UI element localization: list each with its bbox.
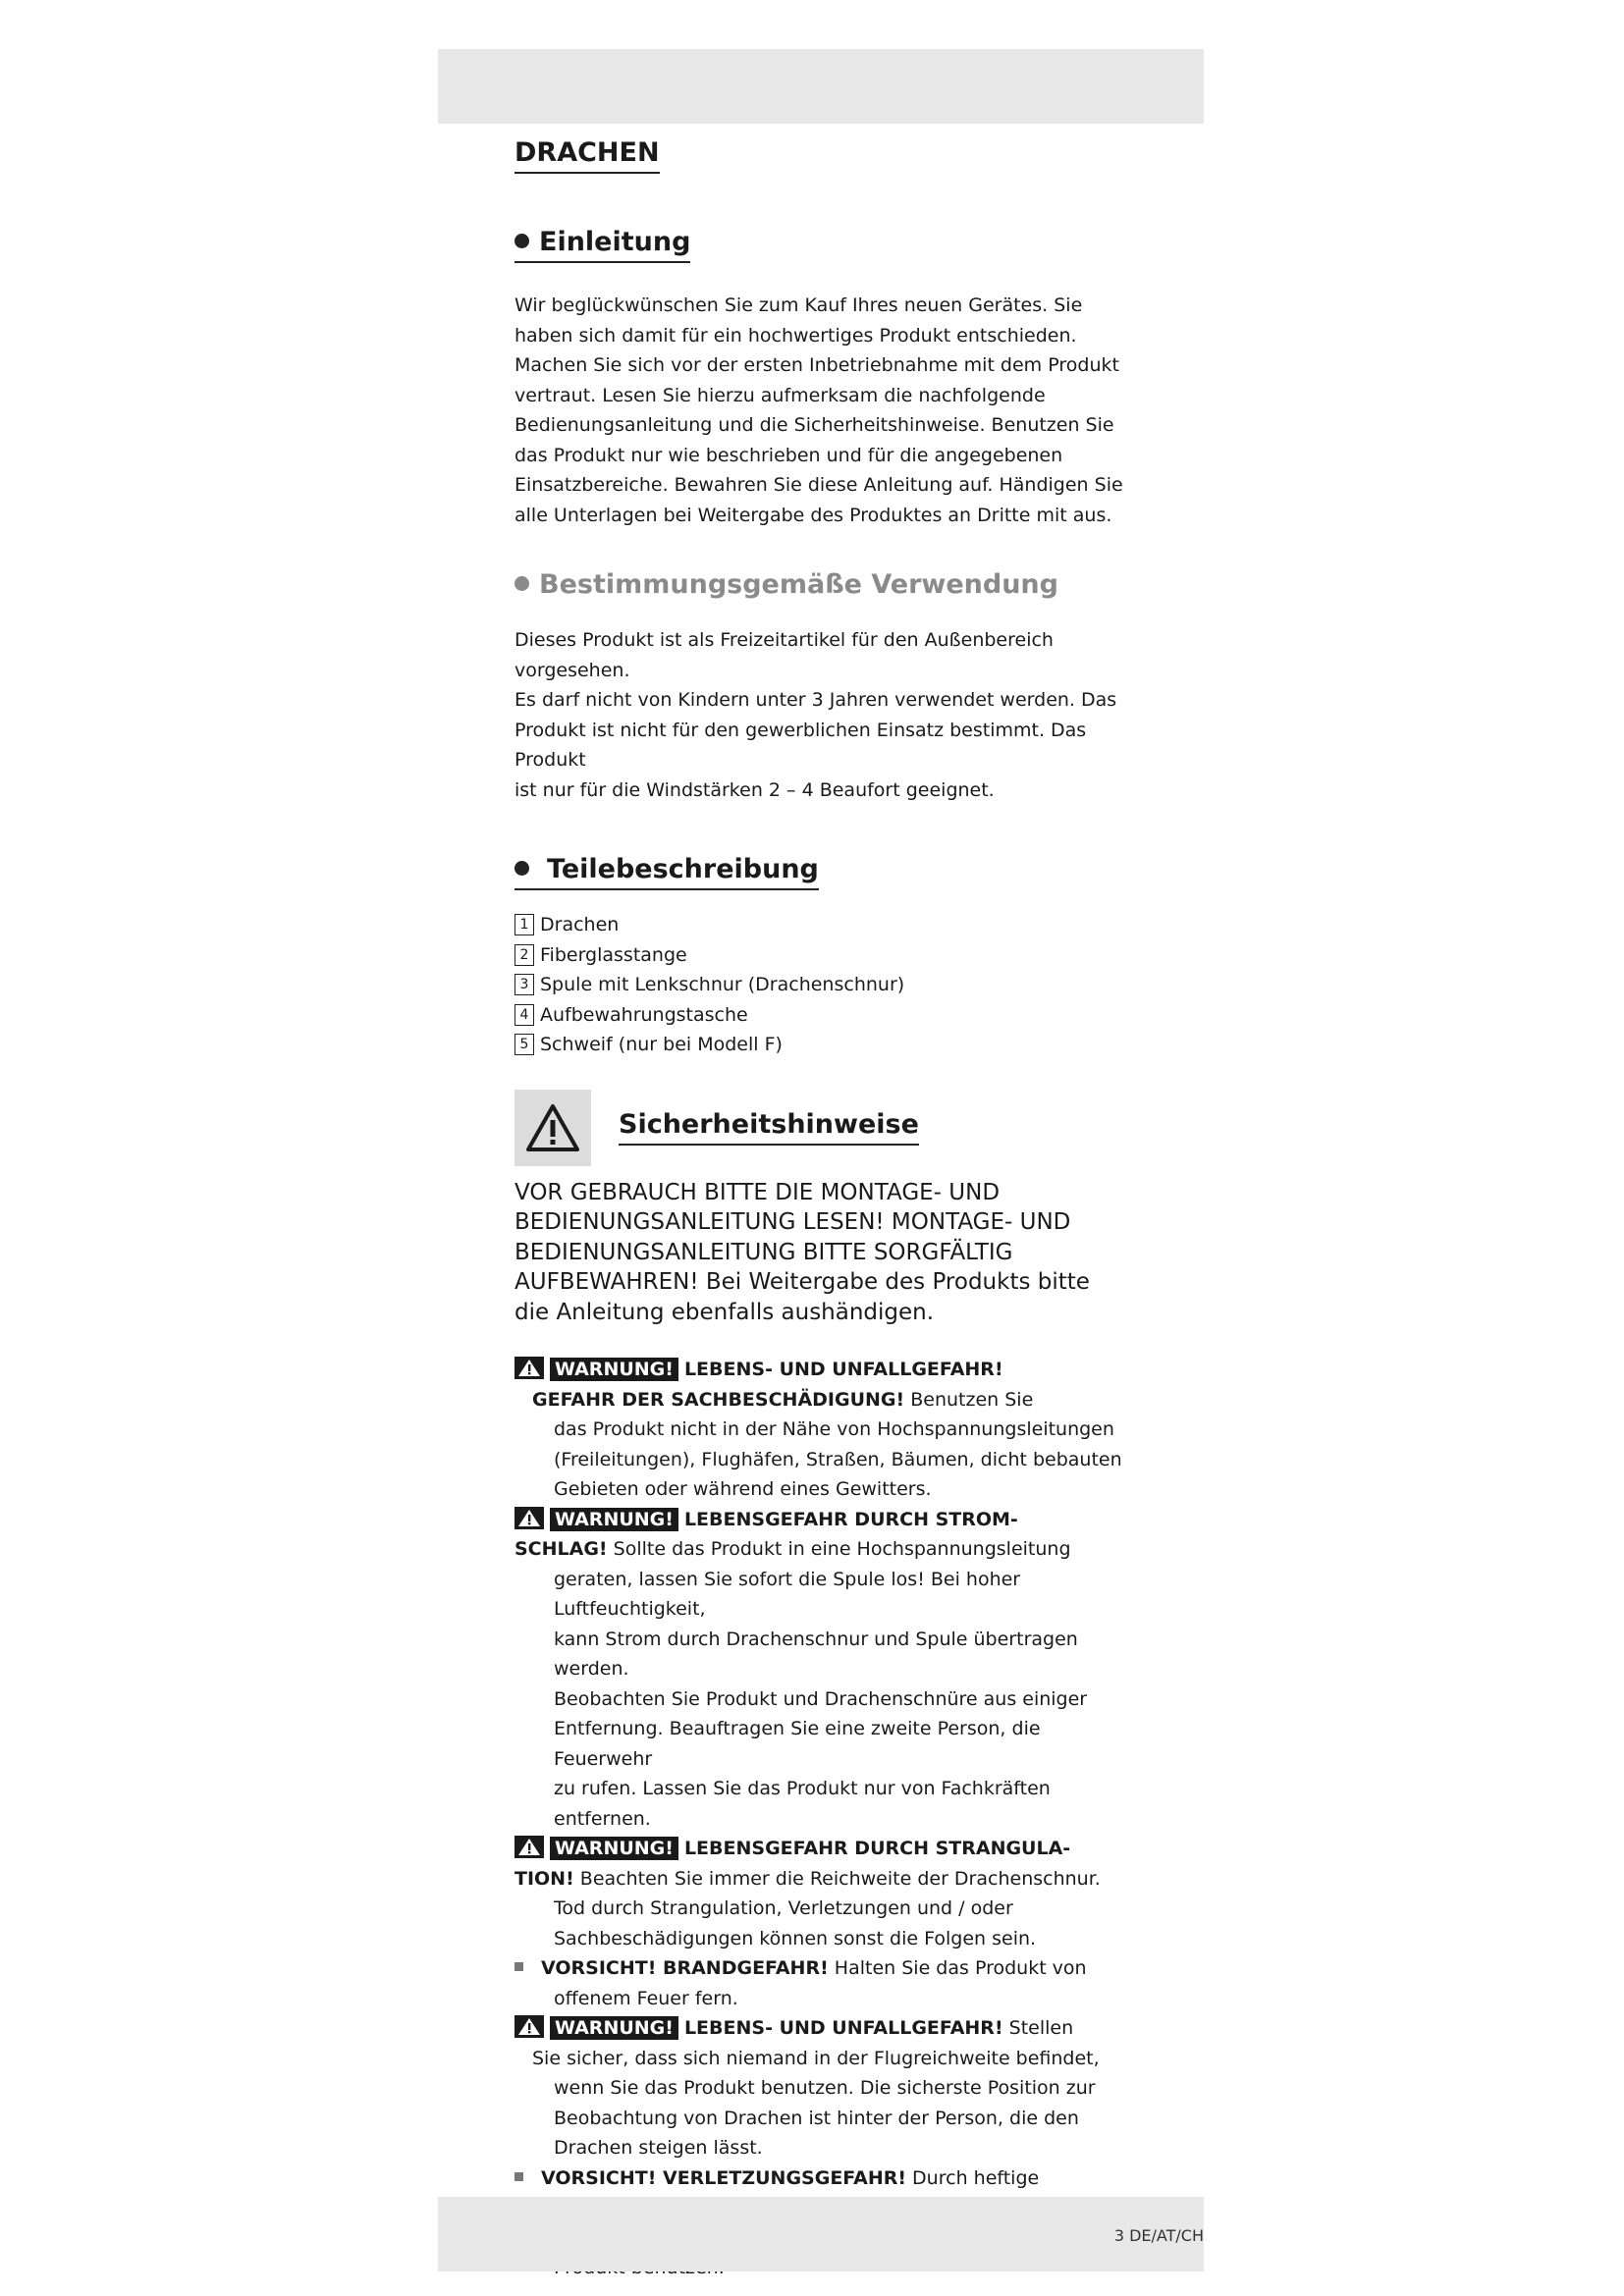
list-item (514, 970, 1143, 1000)
square-bullet-icon (514, 1962, 523, 1971)
footer-band (438, 2197, 1204, 2271)
caution-bold-text: VORSICHT! BRANDGEFAHR! (541, 1957, 829, 1979)
text-line: Beobachten Sie Produkt und Drachenschnüre aus einiger (554, 1687, 1088, 1710)
text-line: AUFBEWAHREN! Bei Weitergabe des Produkts bitte (514, 1269, 1090, 1295)
text-line: Tod durch Strangulation, Verletzungen und / oder (554, 1897, 1013, 1919)
part-number-box: 3 (514, 974, 534, 995)
text-line: zu rufen. Lassen Sie das Produkt nur von Fachkräften entfernen. (554, 1778, 1051, 1830)
parts-heading-text: Teilebeschreibung (547, 854, 819, 884)
part-number-box: 4 (514, 1004, 534, 1026)
warning-bold-text: TION! (514, 1867, 574, 1890)
warning-bold-text: LEBENS- UND UNFALLGEFAHR! (683, 1359, 1003, 1380)
part-number-box: 2 (514, 944, 534, 966)
warning-text: Benutzen Sie (904, 1388, 1034, 1411)
text-line: vertraut. Lesen Sie hierzu aufmerksam die nachfolgende (514, 384, 1046, 406)
part-label: Fiberglasstange (540, 943, 687, 966)
text-line: Machen Sie sich vor der ersten Inbetriebnahme mit dem Produkt (514, 354, 1119, 376)
text-line: wenn Sie das Produkt benutzen. Die sicherste Position zur (554, 2077, 1096, 2099)
text-line: geraten, lassen Sie sofort die Spule los! Bei hoher Luftfeuchtigkeit, (554, 1568, 1021, 1620)
text-line: die Anleitung ebenfalls aushändigen. (514, 1299, 935, 1325)
caution-bold-text: VORSICHT! VERLETZUNGSGEFAHR! (541, 2166, 907, 2189)
intro-heading-text: Einleitung (539, 227, 691, 257)
usage-paragraph (514, 625, 1143, 805)
text-line: Einsatzbereiche. Bewahren Sie diese Anleitung auf. Händigen Sie (514, 474, 1123, 496)
text-line: BEDIENUNGSANLEITUNG LESEN! MONTAGE- UND (514, 1209, 1071, 1235)
list-item (514, 910, 1143, 940)
warning-badge: WARNUNG! (550, 1508, 678, 1531)
warning-text: Beachten Sie immer die Reichweite der Drachenschnur. (573, 1867, 1101, 1890)
text-line: BEDIENUNGSANLEITUNG BITTE SORGFÄLTIG (514, 1239, 1013, 1265)
text-line: ist nur für die Windstärken 2 – 4 Beaufort geeignet. (514, 778, 995, 801)
caution-block-1 (514, 1953, 1143, 2013)
caution-text: Halten Sie das Produkt von (828, 1957, 1087, 1979)
text-line: das Produkt nur wie beschrieben und für die angegebenen (514, 444, 1063, 466)
warning-block-2 (514, 1505, 1143, 1835)
warning-triangle-icon (514, 1836, 544, 1858)
warning-bold-text: LEBENS- UND UNFALLGEFAHR! (683, 2017, 1003, 2039)
warning-badge: WARNUNG! (550, 1837, 678, 1860)
text-line: Produkt ist nicht für den gewerblichen Einsatz bestimmt. Das Produkt (514, 719, 1087, 771)
usage-heading-text: Bestimmungsgemäße Verwendung (539, 569, 1058, 600)
text-line: alle Unterlagen bei Weitergabe des Produktes an Dritte mit aus. (514, 504, 1112, 526)
bullet-dot-icon (514, 576, 529, 591)
text-line: Gebieten oder während eines Gewitters. (554, 1478, 932, 1500)
page-number: 3 DE/AT/CH (1113, 2226, 1204, 2245)
warning-block-1 (514, 1355, 1143, 1505)
header-band (438, 49, 1204, 124)
warning-bold-text: SCHLAG! (514, 1538, 608, 1560)
bullet-dot-icon (514, 234, 529, 248)
text-line: Beobachtung von Drachen ist hinter der Person, die den (554, 2107, 1079, 2129)
warning-triangle-icon (514, 2015, 544, 2038)
part-label: Aufbewahrungstasche (540, 1003, 748, 1026)
warning-bold-text: LEBENSGEFAHR DURCH STROM- (683, 1508, 1018, 1530)
list-item (514, 1000, 1143, 1031)
caution-text: Durch heftige (906, 2166, 1040, 2189)
warning-triangle-icon (514, 1357, 544, 1379)
intro-heading (514, 227, 690, 263)
text-line: haben sich damit für ein hochwertiges Produkt entschieden. (514, 324, 1077, 347)
safety-heading: Sicherheitshinweise (619, 1109, 919, 1146)
parts-list (514, 910, 1143, 1060)
intro-paragraph (514, 291, 1143, 530)
text-line: Es darf nicht von Kindern unter 3 Jahren verwendet werden. Das (514, 689, 1117, 711)
document-title: DRACHEN (514, 137, 660, 174)
list-item (514, 1030, 1143, 1060)
part-number-box: 5 (514, 1034, 534, 1055)
page-content (514, 137, 1143, 2283)
text-line: Entfernung. Beauftragen Sie eine zweite Person, die Feuerwehr (554, 1718, 1041, 1770)
warning-text: Sollte das Produkt in eine Hochspannungsleitung (607, 1538, 1071, 1560)
warning-block-4 (514, 2013, 1143, 2163)
part-label: Drachen (540, 914, 620, 935)
warning-triangle-icon (514, 1507, 544, 1529)
warning-badge: WARNUNG! (550, 1358, 678, 1381)
text-line: VOR GEBRAUCH BITTE DIE MONTAGE- UND (514, 1179, 1001, 1205)
warning-bold-text: GEFAHR DER SACHBESCHÄDIGUNG! (532, 1388, 905, 1411)
square-bullet-icon (514, 2172, 523, 2181)
text-line: Bedienungsanleitung und die Sicherheitshinweise. Benutzen Sie (514, 414, 1114, 436)
part-label: Spule mit Lenkschnur (Drachenschnur) (540, 974, 905, 995)
safety-heading-row (514, 1090, 1143, 1166)
warning-text: Stellen (1002, 2017, 1074, 2039)
part-label: Schweif (nur bei Modell F) (540, 1034, 783, 1055)
warning-badge: WARNUNG! (550, 2016, 678, 2040)
text-line: offenem Feuer fern. (554, 1987, 738, 2009)
bullet-dot-icon (514, 861, 529, 876)
text-line: kann Strom durch Drachenschnur und Spule übertragen werden. (554, 1628, 1078, 1680)
usage-heading (514, 569, 1058, 604)
text-line: (Freileitungen), Flughäfen, Straßen, Bäumen, dicht bebauten (554, 1448, 1122, 1470)
text-line: Sachbeschädigungen können sonst die Folgen sein. (554, 1927, 1037, 1949)
text-line: Sie sicher, dass sich niemand in der Flugreichweite befindet, (532, 2047, 1100, 2069)
warning-block-3 (514, 1834, 1143, 1953)
text-line: Dieses Produkt ist als Freizeitartikel für den Außenbereich vorgesehen. (514, 629, 1054, 681)
safety-intro (514, 1178, 1143, 1328)
text-line: das Produkt nicht in der Nähe von Hochspannungsleitungen (554, 1418, 1114, 1440)
warning-bold-text: LEBENSGEFAHR DURCH STRANGULA- (683, 1838, 1071, 1859)
part-number-box: 1 (514, 914, 534, 935)
text-line: Drachen steigen lässt. (554, 2137, 763, 2159)
warning-triangle-icon (514, 1090, 591, 1166)
text-line: Wir beglückwünschen Sie zum Kauf Ihres neuen Gerätes. Sie (514, 294, 1083, 316)
parts-heading (514, 854, 819, 890)
list-item (514, 940, 1143, 971)
